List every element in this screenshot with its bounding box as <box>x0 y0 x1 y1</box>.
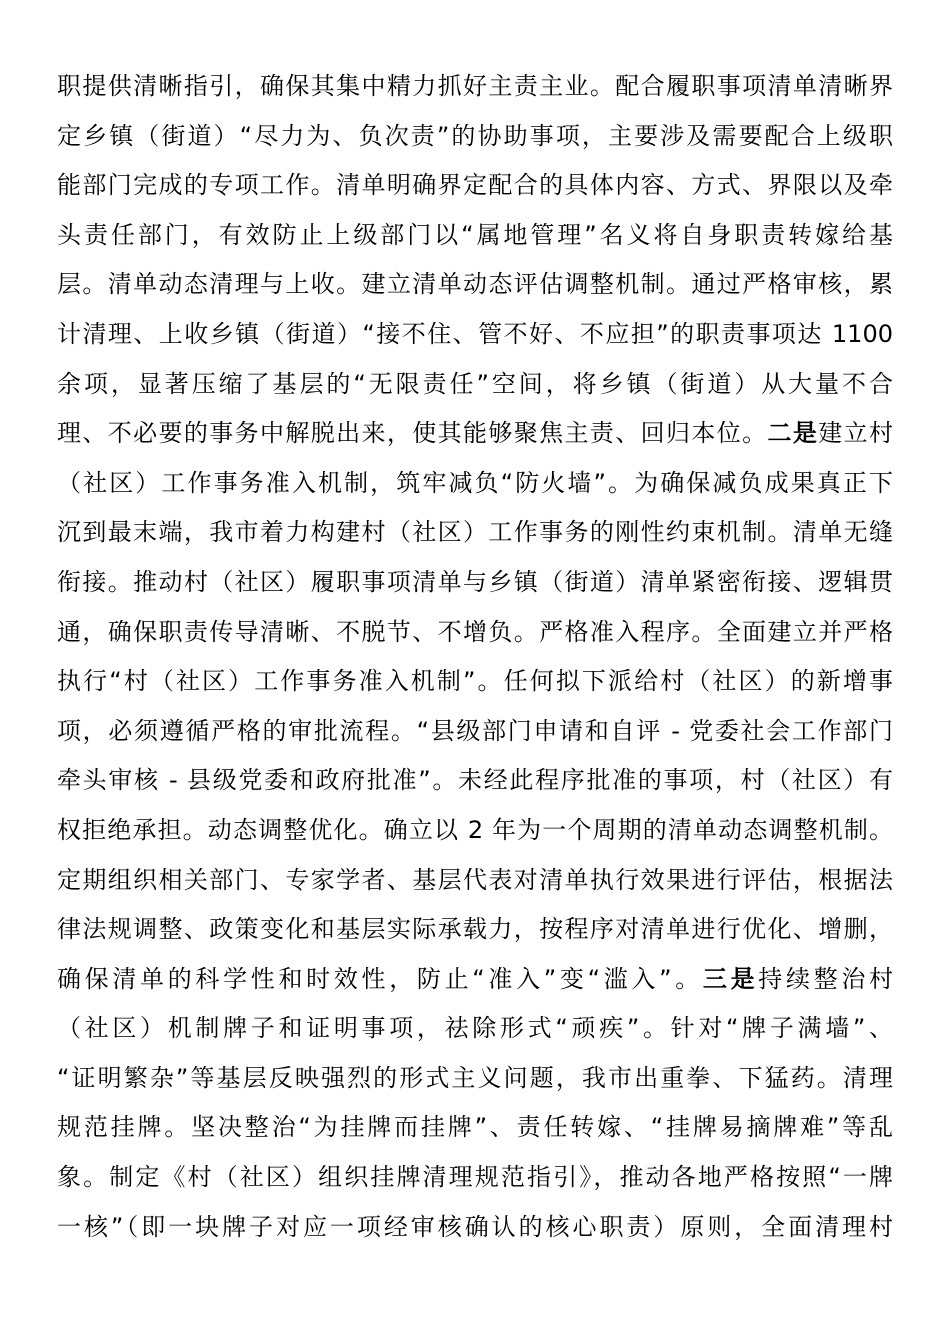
text-run: （社区）工作事务准入机制，筑牢减负“防火墙”。为确保减负成果真正下 <box>57 468 893 497</box>
text-run: 衔接。推动村（社区）履职事项清单与乡镇（街道）清单紧密衔接、逻辑贯 <box>57 567 893 596</box>
text-run: 职提供清晰指引，确保其集中精力抓好主责主业。配合履职事项清单清晰界 <box>57 72 893 100</box>
text-line <box>57 360 893 410</box>
text-line <box>57 459 893 509</box>
text-run: （社区）机制牌子和证明事项，祛除形式“顽疾”。针对“牌子满墙”、 <box>57 1014 893 1043</box>
text-line <box>57 112 893 162</box>
text-line <box>57 955 893 1005</box>
text-run: 余项，显著压缩了基层的“无限责任”空间，将乡镇（街道）从大量不合 <box>57 369 893 398</box>
text-run: 确保清单的科学性和时效性，防止“准入”变“滥入”。 <box>57 964 703 993</box>
text-line <box>57 211 893 261</box>
text-line <box>57 856 893 906</box>
text-run: 能部门完成的专项工作。清单明确界定配合的具体内容、方式、界限以及牵 <box>57 171 893 200</box>
text-run: 规范挂牌。坚决整治“为挂牌而挂牌”、责任转嫁、“挂牌易摘牌难”等乱 <box>57 1113 893 1142</box>
text-line <box>57 161 893 211</box>
bold-run: 二是 <box>767 419 819 448</box>
text-line <box>57 905 893 955</box>
text-line <box>57 657 893 707</box>
text-run: 律法规调整、政策变化和基层实际承载力，按程序对清单进行优化、增删， <box>57 915 893 944</box>
text-line <box>57 1054 893 1104</box>
text-line <box>57 1203 893 1253</box>
text-run: 象。制定《村（社区）组织挂牌清理规范指引》，推动各地严格按照“一牌 <box>57 1163 893 1192</box>
text-run: 定期组织相关部门、专家学者、基层代表对清单执行效果进行评估，根据法 <box>57 865 893 894</box>
text-body <box>57 62 893 1252</box>
text-run: 执行“村（社区）工作事务准入机制”。任何拟下派给村（社区）的新增事 <box>57 667 893 696</box>
text-run: 权拒绝承担。动态调整优化。确立以 2 年为一个周期的清单动态调整机制。 <box>57 815 893 844</box>
text-line <box>57 806 893 856</box>
text-line <box>57 1004 893 1054</box>
text-line <box>57 558 893 608</box>
text-line <box>57 1153 893 1203</box>
text-line <box>57 62 893 112</box>
text-line <box>57 707 893 757</box>
bold-run: 三是 <box>702 964 759 993</box>
text-run: 项，必须遵循严格的审批流程。“县级部门申请和自评 - 党委社会工作部门 <box>57 716 893 745</box>
text-line <box>57 1103 893 1153</box>
text-line <box>57 756 893 806</box>
text-run: “证明繁杂”等基层反映强烈的形式主义问题，我市出重拳、下猛药。清理 <box>57 1063 893 1092</box>
text-run: 建立村 <box>818 419 893 448</box>
text-run: 理、不必要的事务中解脱出来，使其能够聚焦主责、回归本位。 <box>57 419 768 448</box>
text-run: 通，确保职责传导清晰、不脱节、不增负。严格准入程序。全面建立并严格 <box>57 617 893 646</box>
text-run: 持续整治村 <box>758 964 893 993</box>
text-line <box>57 409 893 459</box>
text-run: 一核”（即一块牌子对应一项经审核确认的核心职责）原则，全面清理村 <box>57 1212 893 1241</box>
text-run: 牵头审核 - 县级党委和政府批准”。未经此程序批准的事项，村（社区）有 <box>57 766 893 795</box>
text-run: 定乡镇（街道）“尽力为、负次责”的协助事项，主要涉及需要配合上级职 <box>57 121 893 150</box>
text-run: 层。清单动态清理与上收。建立清单动态评估调整机制。通过严格审核，累 <box>57 270 893 299</box>
text-run: 头责任部门，有效防止上级部门以“属地管理”名义将自身职责转嫁给基 <box>57 220 893 249</box>
text-run: 沉到最末端，我市着力构建村（社区）工作事务的刚性约束机制。清单无缝 <box>57 518 893 547</box>
text-line <box>57 608 893 658</box>
text-line <box>57 310 893 360</box>
text-line <box>57 260 893 310</box>
text-line <box>57 508 893 558</box>
text-run: 计清理、上收乡镇（街道）“接不住、管不好、不应担”的职责事项达 1100 <box>57 319 893 348</box>
